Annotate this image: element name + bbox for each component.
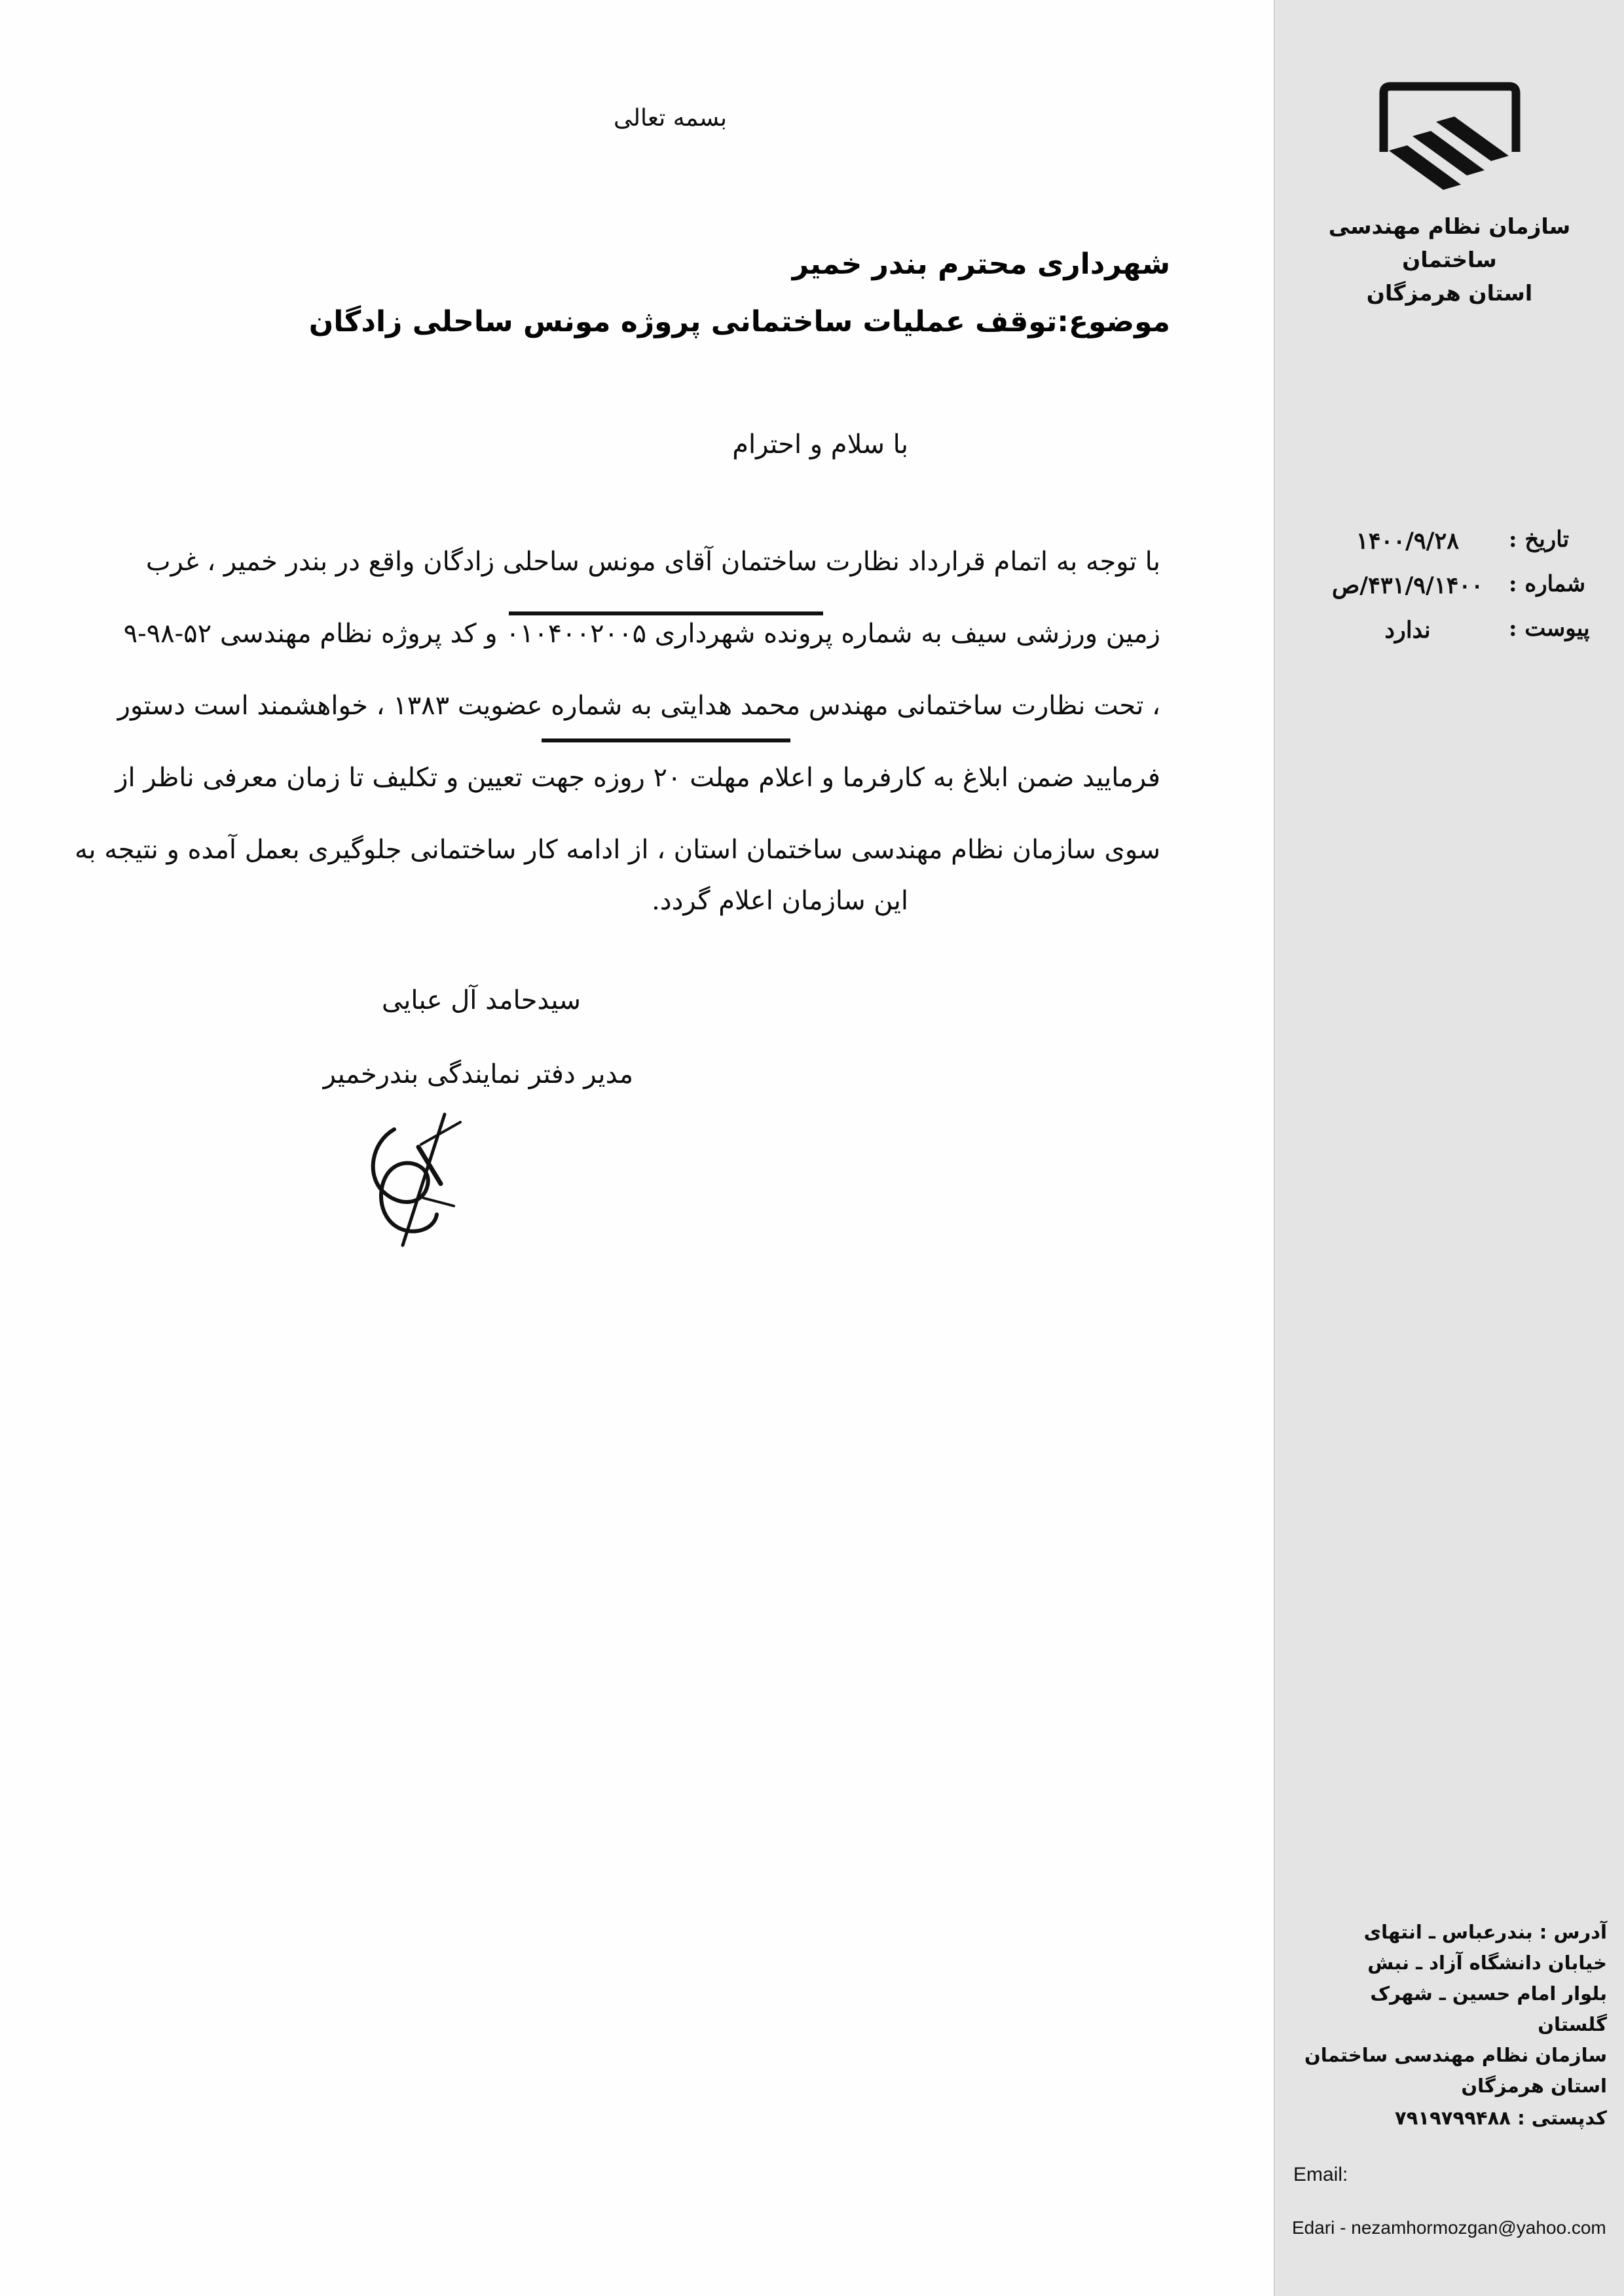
handwritten-signature-icon xyxy=(332,1106,502,1250)
text-underline-accent xyxy=(542,738,790,742)
org-name-line2: استان هرمزگان xyxy=(1366,280,1533,306)
number-value: ۴۳۱/۹/۱۴۰۰/ص xyxy=(1331,572,1484,599)
org-name-line1: سازمان نظام مهندسی ساختمان xyxy=(1328,213,1571,273)
attachment-label: پیوست : xyxy=(1509,615,1590,642)
signer-name: سیدحامد آل عبایی xyxy=(381,985,581,1015)
email-address[interactable]: Edari - nezamhormozgan@yahoo.com xyxy=(1292,2217,1606,2238)
subject-line: موضوع:توقف عملیات ساختمانی پروژه مونس ساحلی زادگان xyxy=(308,305,1170,338)
letter-metadata xyxy=(1295,524,1607,657)
addressee-line: شهرداری محترم بندر خمیر xyxy=(792,247,1170,281)
postal-code: کدپستی : ۷۹۱۹۷۹۹۴۸۸ xyxy=(1395,2107,1607,2130)
attachment-value: ندارد xyxy=(1384,617,1431,644)
body-line: زمین ورزشی سیف به شماره پرونده شهرداری ۰۱۰۴۰۰۲۰۰۵ و کد پروژه نظام مهندسی ۵۲-۹۸-۹ xyxy=(123,619,1160,649)
greeting-line: با سلام و احترام xyxy=(732,429,908,460)
body-line: سوی سازمان نظام مهندسی ساختمان استان ، از ادامه کار ساختمانی جلوگیری بعمل آمده و نتیجه به xyxy=(74,835,1160,865)
body-line: با توجه به اتمام قرارداد نظارت ساختمان آقای مونس ساحلی زادگان واقع در بندر خمیر ، غرب xyxy=(145,547,1160,577)
date-label: تاریخ : xyxy=(1509,526,1570,553)
letter-paragraph xyxy=(74,547,1160,909)
address-line: آدرس : بندرعباس ـ انتهای xyxy=(1363,1921,1607,1944)
number-label: شماره : xyxy=(1509,571,1586,597)
organization-name xyxy=(1287,210,1612,310)
metadata-row-number xyxy=(1295,568,1607,605)
letterhead-sidebar xyxy=(1274,0,1624,2296)
address-line: سازمان نظام مهندسی ساختمان xyxy=(1304,2044,1607,2067)
body-line: ، تحت نظارت ساختمانی مهندس محمد هدایتی به شماره عضویت ۱۳۸۳ ، خواهشمند است دستور xyxy=(117,691,1160,721)
footer-address-block xyxy=(1293,1917,1607,2134)
construction-engineering-emblem-icon xyxy=(1375,79,1525,193)
date-value: ۱۴۰۰/۹/۲۸ xyxy=(1356,528,1460,555)
email-label: Email: xyxy=(1293,2164,1348,2185)
signer-title: مدیر دفتر نمایندگی بندرخمیر xyxy=(323,1059,633,1089)
address-line: گلستان xyxy=(1538,2013,1607,2036)
metadata-row-date xyxy=(1295,524,1607,560)
address-line: خیابان دانشگاه آزاد ـ نبش xyxy=(1367,1952,1607,1975)
address-line: استان هرمزگان xyxy=(1461,2075,1607,2098)
body-line: فرمایید ضمن ابلاغ به کارفرما و اعلام مهلت ۲۰ روزه جهت تعیین و تکلیف تا زمان معرفی ناظر از xyxy=(115,763,1160,793)
basmala-text: بسمه تعالی xyxy=(613,105,728,132)
text-underline-accent xyxy=(509,611,823,615)
metadata-row-attachment xyxy=(1295,613,1607,649)
organization-logo xyxy=(1275,79,1624,193)
address-line: بلوار امام حسین ـ شهرک xyxy=(1370,1982,1607,2005)
body-closing-line: این سازمان اعلام گردد. xyxy=(652,886,908,916)
